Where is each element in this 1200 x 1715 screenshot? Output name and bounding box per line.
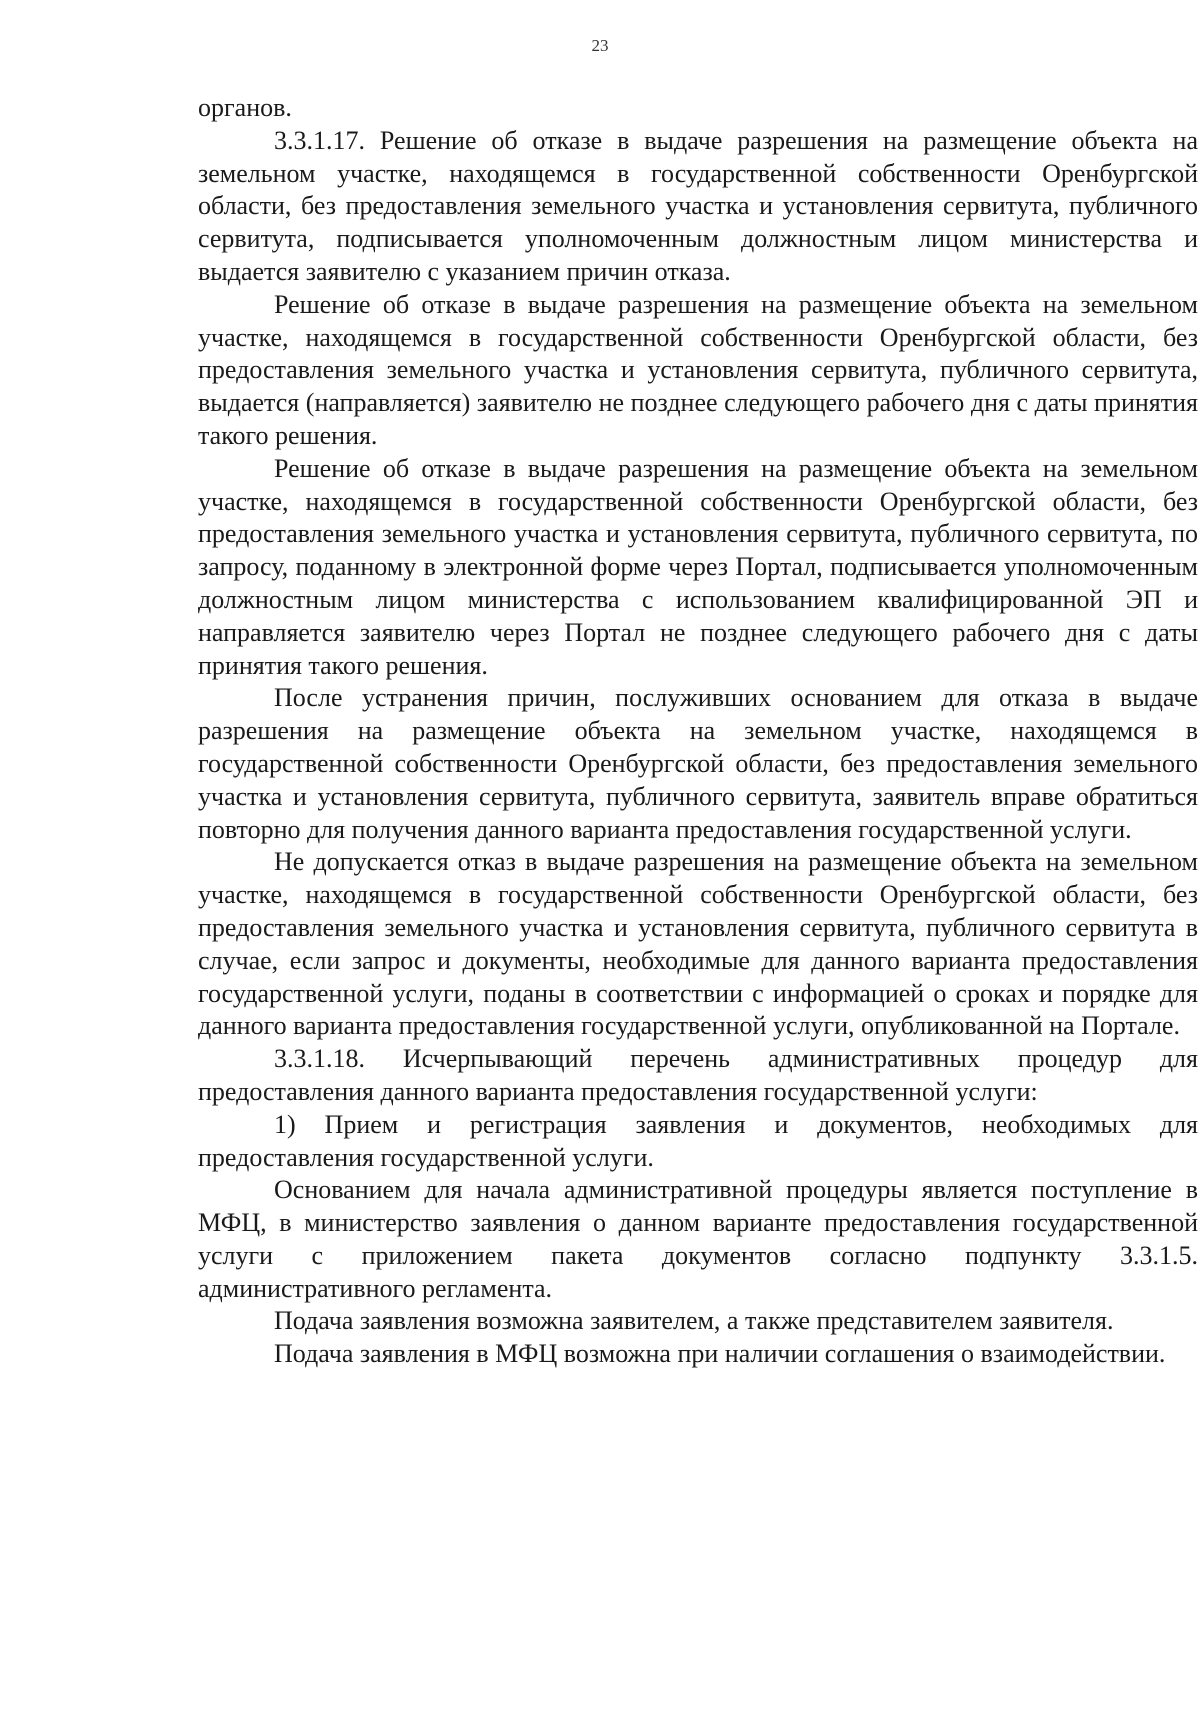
document-body: [198, 92, 1198, 1371]
paragraph-procedure-basis: Основанием для начала административной процедуры является поступление в МФЦ, в министерство заявления о данном варианте предоставления государственной услуги с приложением пакета документов согласно подпункту 3.3.1.5. административного регламента.: [198, 1175, 1198, 1303]
paragraph-list-item-1: 1) Прием и регистрация заявления и документов, необходимых для предоставления государственной услуги.: [198, 1109, 1198, 1172]
paragraph-refusal-not-allowed: Не допускается отказ в выдаче разрешения на размещение объекта на земельном участке, находящемся в государственной собственности Оренбургской области, без предоставления земельного участка и установления сервитута, публичного сервитута в случае, если запрос и документы, необходимые для данного варианта предоставления государственной услуги, поданы в соответствии с информацией о сроках и порядке для данного варианта предоставления государственной услуги, опубликованной на Портале.: [198, 847, 1198, 1041]
paragraph-repeat-application: После устранения причин, послуживших основанием для отказа в выдаче разрешения на размещение объекта на земельном участке, находящемся в государственной собственности Оренбургской области, без предоставления земельного участка и установления сервитута, публичного сервитута, заявитель вправе обратиться повторно для получения данного варианта предоставления государственной услуги.: [198, 683, 1198, 844]
paragraph-3-3-1-18: 3.3.1.18. Исчерпывающий перечень административных процедур для предоставления данного варианта предоставления государственной услуги:: [198, 1044, 1198, 1106]
paragraph-application-submission: Подача заявления возможна заявителем, а также представителем заявителя.: [274, 1306, 1114, 1336]
paragraph-refusal-issuance: Решение об отказе в выдаче разрешения на размещение объекта на земельном участке, находящемся в государственной собственности Оренбургской области, без предоставления земельного участка и установления сервитута, публичного сервитута, выдается (направляется) заявителю не позднее следующего рабочего дня с даты принятия такого решения.: [198, 289, 1198, 450]
page-number: 23: [591, 36, 609, 55]
paragraph-3-3-1-17: 3.3.1.17. Решение об отказе в выдаче разрешения на размещение объекта на земельном участке, находящемся в государственной собственности Оренбургской области, без предоставления земельного участка и установления сервитута, публичного сервитута, подписывается уполномоченным должностным лицом министерства и выдается заявителю с указанием причин отказа.: [198, 125, 1198, 286]
paragraph-continuation: органов.: [198, 93, 292, 122]
paragraph-refusal-portal: Решение об отказе в выдаче разрешения на размещение объекта на земельном участке, находящемся в государственной собственности Оренбургской области, без предоставления земельного участка и установления сервитута, публичного сервитута, по запросу, поданному в электронной форме через Портал, подписывается уполномоченным должностным лицом министерства с использованием квалифицированной ЭП и направляется заявителю через Портал не позднее следующего рабочего дня с даты принятия такого решения.: [198, 453, 1198, 680]
paragraph-mfc-agreement: Подача заявления в МФЦ возможна при наличии соглашения о взаимодействии.: [274, 1339, 1166, 1369]
